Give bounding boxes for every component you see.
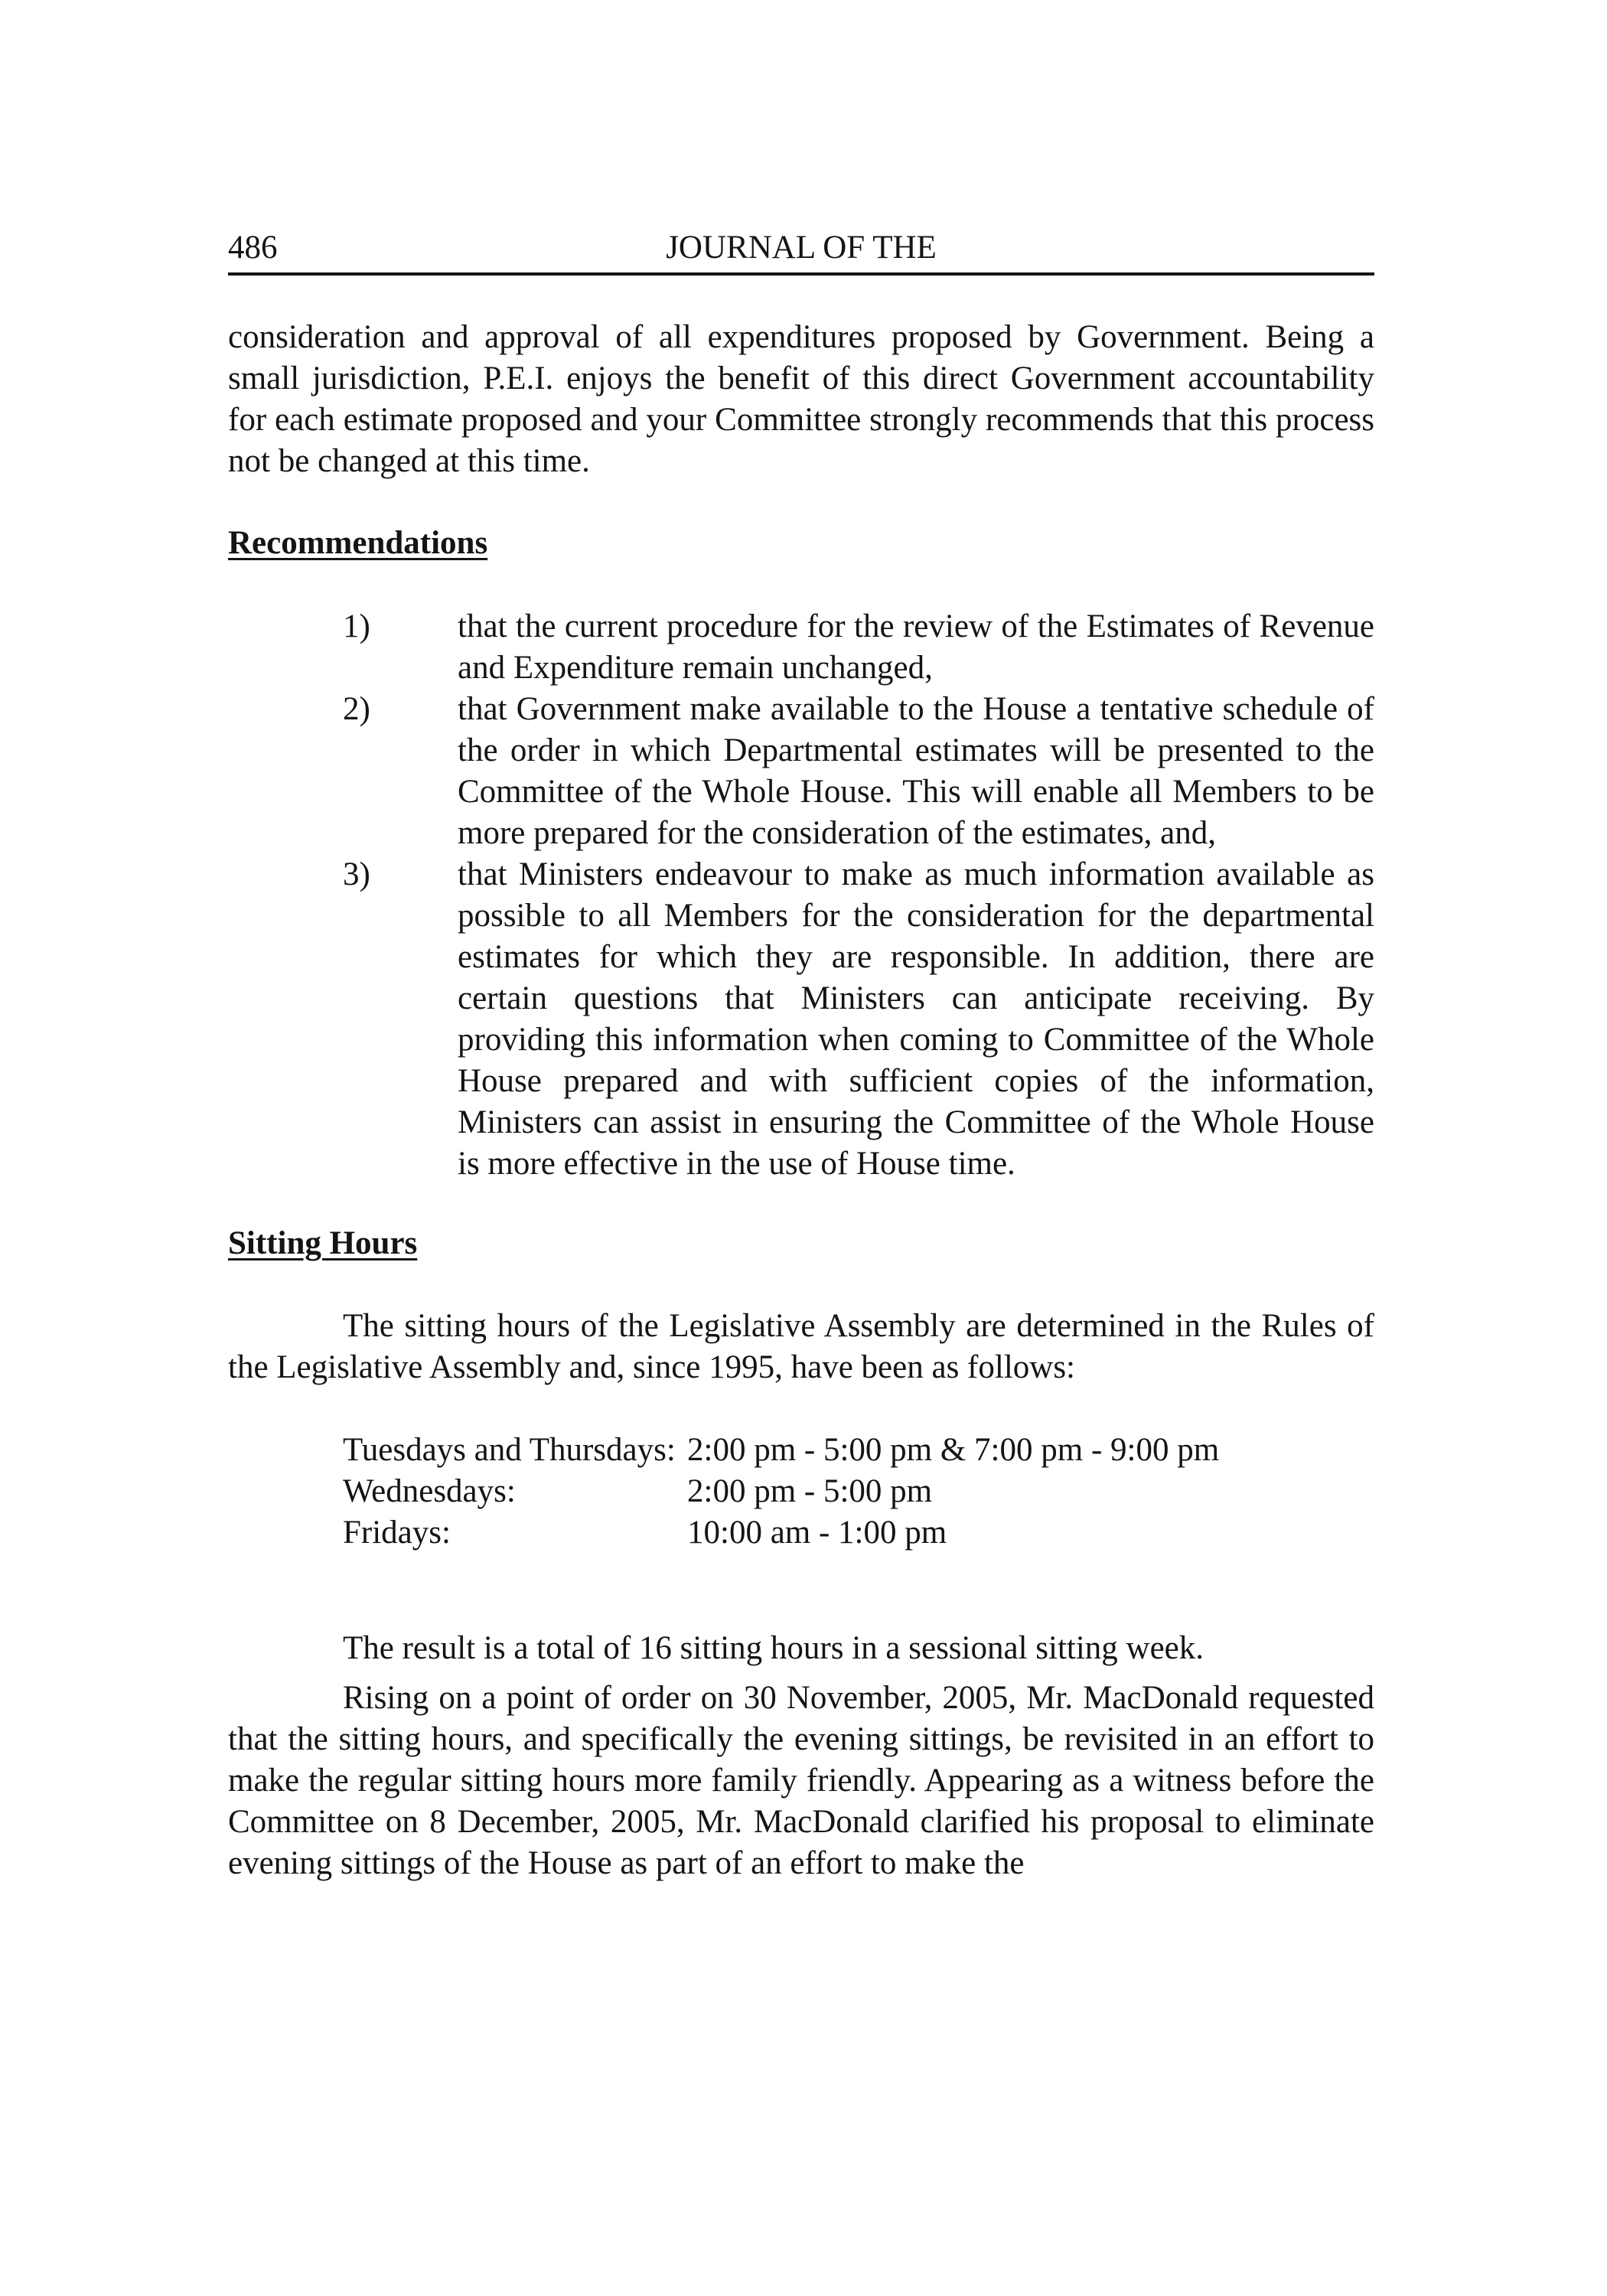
recommendations-list <box>228 606 1374 1185</box>
schedule-row <box>343 1512 1374 1554</box>
schedule-hours: 2:00 pm - 5:00 pm <box>687 1473 933 1509</box>
point-of-order-paragraph: Rising on a point of order on 30 November, 2005, Mr. MacDonald requested that the sitting hours, and specifically the evening sittings, be revisited in an effort to make the regular sitting hours more family friendly. Appearing as a witness before the Committee on 8 December, 2005, Mr. MacDonald clarified his proposal to eliminate evening sittings of the House as part of an effort to make the <box>228 1680 1374 1881</box>
recommendation-number: 2) <box>343 691 370 727</box>
recommendation-text: that Ministers endeavour to make as much information available as possible to all Members for the consideration for the departmental estimates for which they are responsible. In addition, there are certain questions that Ministers can anticipate receiving. By providing this information when coming to Committee of the Whole House prepared and with sufficient copies of the information, Ministers can assist in ensuring the Committee of the Whole House is more effective in the use of House time. <box>458 856 1374 1182</box>
recommendation-number: 1) <box>343 608 370 644</box>
sitting-hours-heading: Sitting Hours <box>228 1225 418 1261</box>
intro-paragraph: consideration and approval of all expenditures proposed by Government. Being a small jurisdiction, P.E.I. enjoys the benefit of this direct Government accountability for each estimate proposed and your Committee strongly recommends that this process not be changed at this time. <box>228 319 1374 479</box>
running-header <box>228 227 1374 276</box>
recommendation-item <box>228 689 1374 854</box>
journal-title: JOURNAL OF THE <box>666 230 937 266</box>
schedule-day: Tuesdays and Thursdays: <box>343 1432 676 1468</box>
recommendations-heading: Recommendations <box>228 525 488 561</box>
schedule-day: Wednesdays: <box>343 1473 516 1509</box>
result-sentence: The result is a total of 16 sitting hours in a sessional sitting week. <box>343 1630 1204 1666</box>
recommendation-item <box>228 606 1374 689</box>
recommendation-number: 3) <box>343 856 370 892</box>
page-number: 486 <box>228 230 278 266</box>
schedule-day: Fridays: <box>343 1515 451 1551</box>
sitting-hours-intro: The sitting hours of the Legislative Assembly are determined in the Rules of the Legislative Assembly and, since 1995, have been as follows: <box>228 1308 1374 1385</box>
recommendation-text: that the current procedure for the review of the Estimates of Revenue and Expenditure remain unchanged, <box>458 608 1374 686</box>
recommendation-item <box>228 854 1374 1185</box>
recommendation-text: that Government make available to the House a tentative schedule of the order in which Departmental estimates will be presented to the Committee of the Whole House. This will enable all Members to be more prepared for the consideration of the estimates, and, <box>458 691 1374 851</box>
sitting-schedule <box>343 1430 1374 1554</box>
schedule-row <box>343 1471 1374 1512</box>
schedule-hours: 2:00 pm - 5:00 pm & 7:00 pm - 9:00 pm <box>687 1432 1220 1468</box>
schedule-row <box>343 1430 1374 1471</box>
schedule-hours: 10:00 am - 1:00 pm <box>687 1515 947 1551</box>
